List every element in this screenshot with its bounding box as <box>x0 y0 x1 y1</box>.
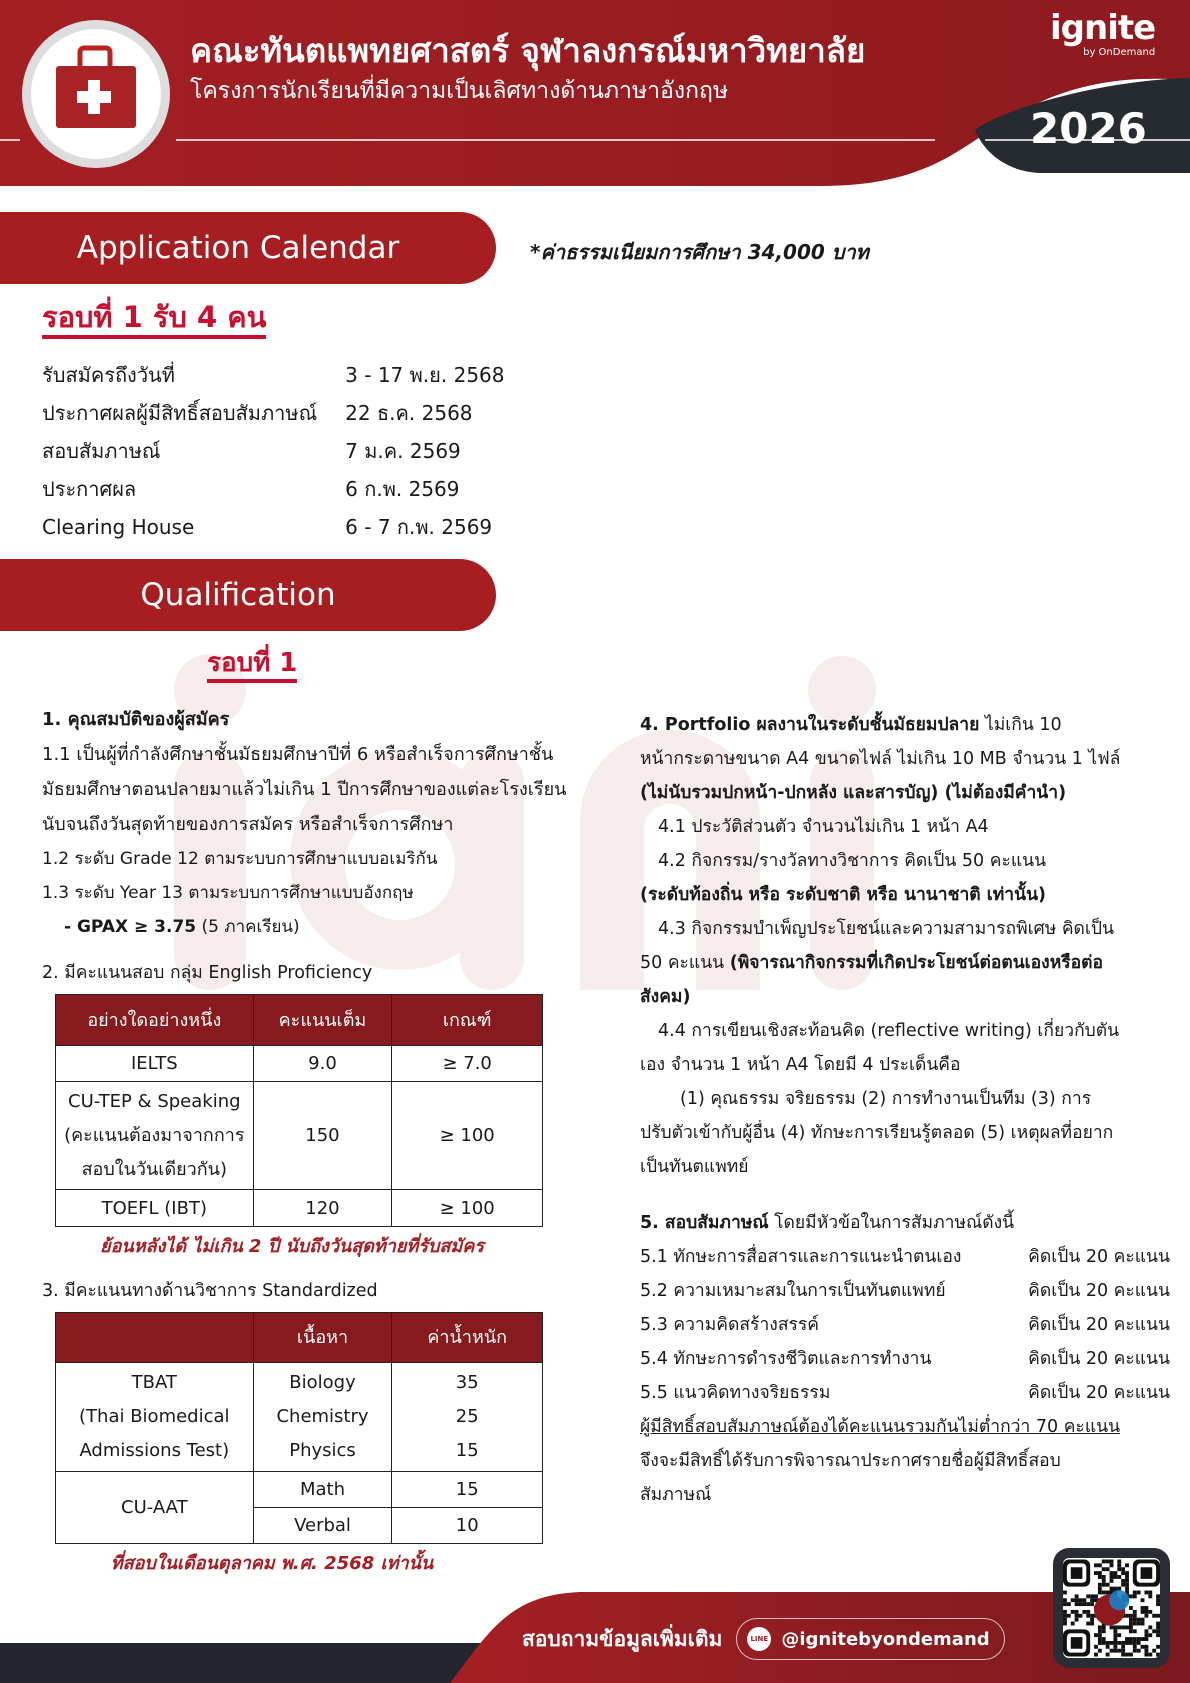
cell <box>392 1363 543 1472</box>
ignite-logo-word: ignite <box>1050 8 1156 48</box>
test-name: CU-TEP & Speaking <box>68 1090 241 1112</box>
cell: ≥ 100 <box>392 1082 543 1190</box>
subject: Biology <box>289 1372 356 1393</box>
table-row <box>56 1082 543 1190</box>
interview-topic: 5.2 ความเหมาะสมในการเป็นทันตแพทย์ <box>640 1281 946 1301</box>
section-label: Qualification <box>140 577 336 613</box>
gpax-note: (5 ภาคเรียน) <box>196 917 300 937</box>
qualification-heading <box>0 559 496 631</box>
test-name: Admissions Test) <box>79 1440 230 1461</box>
english-proficiency-table <box>55 994 543 1227</box>
s4-line: สังคม) <box>640 987 691 1007</box>
left-column <box>42 702 612 1577</box>
s4-line: 4.3 กิจกรรมบำเพ็ญประโยชน์และความสามารถพิเศษ คิดเป็น <box>658 919 1114 939</box>
gpax-line <box>42 910 612 944</box>
cell <box>56 1363 254 1472</box>
text: ไม่เกิน 10 <box>979 715 1062 735</box>
cell: 120 <box>253 1190 392 1227</box>
line-contact-link[interactable] <box>736 1618 1004 1660</box>
s4-line <box>640 708 1170 742</box>
application-calendar-heading <box>0 212 496 284</box>
cell: ≥ 7.0 <box>392 1046 543 1082</box>
calendar-list <box>42 356 505 546</box>
subject: Chemistry <box>276 1406 369 1427</box>
s5-title: 5. สอบสัมภาษณ์ <box>640 1213 769 1233</box>
text: โดยมีหัวข้อในการสัมภาษณ์ดังนี้ <box>768 1213 1015 1233</box>
s4-line: (1) คุณธรรม จริยธรรม (2) การทำงานเป็นทีม (3) การ <box>680 1089 1092 1109</box>
s4-line: 4.1 ประวัติส่วนตัว จำนวนไม่เกิน 1 หน้า A4 <box>658 817 989 837</box>
weight: 25 <box>455 1406 479 1427</box>
s4-line: (ระดับท้องถิ่น หรือ ระดับชาติ หรือ นานาชาติ เท่านั้น) <box>640 885 1047 905</box>
test-name: TBAT <box>131 1372 177 1393</box>
cell: 9.0 <box>253 1046 392 1082</box>
cell: 15 <box>392 1472 543 1508</box>
text: (พิจารณากิจกรรมที่เกิดประโยชน์ต่อตนเองหรือต่อ <box>729 953 1104 973</box>
s5-condition: ผู้มีสิทธิ์สอบสัมภาษณ์ต้องได้คะแนนรวมกันไม่ต่ำกว่า 70 คะแนน <box>640 1417 1121 1437</box>
tuition-fee-note: *ค่าธรรมเนียมการศึกษา 34,000 บาท <box>530 240 869 264</box>
header-cell <box>56 1313 254 1363</box>
standardized-note: ที่สอบในเดือนตุลาคม พ.ศ. 2568 เท่านั้น <box>110 1553 434 1574</box>
calendar-label: ประกาศผลผู้มีสิทธิ์สอบสัมภาษณ์ <box>42 401 318 425</box>
standardized-table <box>55 1312 543 1544</box>
qr-code-icon <box>1053 1548 1170 1668</box>
table-row <box>56 1190 543 1227</box>
s1-line: 1.1 เป็นผู้ที่กำลังศึกษาชั้นมัธยมศึกษาปีที่ 6 หรือสำเร็จการศึกษาชั้น <box>42 744 554 765</box>
cell: Math <box>253 1472 392 1508</box>
qualification-round-title: รอบที่ 1 <box>207 648 297 683</box>
cell: 150 <box>253 1082 392 1190</box>
calendar-date: 6 ก.พ. 2569 <box>345 477 460 501</box>
weight: 15 <box>455 1440 479 1461</box>
s1-heading: 1. คุณสมบัติของผู้สมัคร <box>42 709 230 730</box>
s4-line: ปรับตัวเข้ากับผู้อื่น (4) ทักษะการเรียนรู้ตลอด (5) เหตุผลที่อยาก <box>640 1123 1114 1143</box>
interview-score: คิดเป็น 20 คะแนน <box>1028 1349 1170 1369</box>
interview-score: คิดเป็น 20 คะแนน <box>1028 1315 1170 1335</box>
english-note: ย้อนหลังได้ ไม่เกิน 2 ปี นับถึงวันสุดท้ายที่รับสมัคร <box>100 1236 484 1257</box>
s5-condition: สัมภาษณ์ <box>640 1485 712 1505</box>
s4-line: เป็นทันตแพทย์ <box>640 1157 749 1177</box>
interview-score: คิดเป็น 20 คะแนน <box>1028 1247 1170 1267</box>
line-icon: LINE <box>747 1627 771 1651</box>
header-cell: ค่าน้ำหนัก <box>392 1313 543 1363</box>
s5-condition: จึงจะมีสิทธิ์ได้รับการพิจารณาประกาศรายชื่อผู้มีสิทธิ์สอบ <box>640 1451 1061 1471</box>
s4-heading: 4. Portfolio ผลงานในระดับชั้นมัธยมปลาย <box>640 715 980 735</box>
section-label: Application Calendar <box>76 230 400 266</box>
cell <box>56 1082 254 1190</box>
s5-heading <box>640 1206 1170 1240</box>
calendar-label: สอบสัมภาษณ์ <box>42 439 161 463</box>
s4-line <box>640 946 1170 980</box>
interview-topics <box>640 1240 1170 1410</box>
calendar-date: 7 ม.ค. 2569 <box>345 439 461 463</box>
calendar-label: ประกาศผล <box>42 477 137 501</box>
s1-line: 1.3 ระดับ Year 13 ตามระบบการศึกษาแบบอังกฤษ <box>42 883 414 903</box>
calendar-date: 3 - 17 พ.ย. 2568 <box>345 363 505 387</box>
calendar-date: 6 - 7 ก.พ. 2569 <box>345 515 493 539</box>
interview-score: คิดเป็น 20 คะแนน <box>1028 1383 1170 1403</box>
cell <box>253 1363 392 1472</box>
s2-heading: 2. มีคะแนนสอบ กลุ่ม English Proficiency <box>42 963 373 983</box>
s4-line: หน้ากระดาษขนาด A4 ขนาดไฟล์ ไม่เกิน 10 MB จำนวน 1 ไฟล์ <box>640 749 1121 769</box>
s1-line: มัธยมศึกษาตอนปลายมาแล้วไม่เกิน 1 ปีการศึกษาของแต่ละโรงเรียน <box>42 779 567 800</box>
faculty-title: คณะทันตแพทยศาสตร์ จุฬาลงกรณ์มหาวิทยาลัย <box>190 31 866 70</box>
cell: 10 <box>392 1508 543 1544</box>
footer-contact <box>522 1618 1005 1660</box>
header-cell: อย่างใดอย่างหนึ่ง <box>56 995 254 1046</box>
gpax: - GPAX ≥ 3.75 <box>64 917 197 937</box>
calendar-label: รับสมัครถึงวันที่ <box>42 363 175 387</box>
s4-line: เอง จำนวน 1 หน้า A4 โดยมี 4 ประเด็นคือ <box>640 1055 961 1075</box>
interview-topic: 5.1 ทักษะการสื่อสารและการแนะนำตนเอง <box>640 1247 962 1267</box>
test-note: สอบในวันเดียวกัน) <box>81 1158 228 1180</box>
program-subtitle: โครงการนักเรียนที่มีความเป็นเลิศทางด้านภาษาอังกฤษ <box>190 78 729 105</box>
cell: TOEFL (IBT) <box>56 1190 254 1227</box>
right-column <box>640 708 1170 1512</box>
table-row <box>56 1046 543 1082</box>
weight: 35 <box>455 1372 479 1393</box>
test-name: (Thai Biomedical <box>79 1406 230 1427</box>
cell: ≥ 100 <box>392 1190 543 1227</box>
header-cell: เนื้อหา <box>253 1313 392 1363</box>
interview-topic: 5.4 ทักษะการดำรงชีวิตและการทำงาน <box>640 1349 932 1369</box>
calendar-date: 22 ธ.ค. 2568 <box>345 401 473 425</box>
s4-line: (ไม่นับรวมปกหน้า-ปกหลัง และสารบัญ) (ไม่ต้องมีคำนำ) <box>640 783 1067 803</box>
line-id: @ignitebyondemand <box>781 1628 990 1650</box>
s1-line: นับจนถึงวันสุดท้ายของการสมัคร หรือสำเร็จการศึกษา <box>42 814 454 835</box>
cell: CU-AAT <box>56 1472 254 1544</box>
first-aid-kit-icon <box>20 18 172 170</box>
ignite-logo-sub: by OnDemand <box>1083 47 1156 59</box>
interview-topic: 5.5 แนวคิดทางจริยธรรม <box>640 1383 831 1403</box>
subject: Physics <box>289 1440 356 1461</box>
table-row <box>56 1472 543 1508</box>
s3-heading: 3. มีคะแนนทางด้านวิชาการ Standardized <box>42 1281 378 1301</box>
interview-topic: 5.3 ความคิดสร้างสรรค์ <box>640 1315 819 1335</box>
test-note: (คะแนนต้องมาจากการ <box>64 1124 245 1146</box>
table-row <box>56 1363 543 1472</box>
header-titles <box>190 30 1020 106</box>
s4-line: 4.4 การเขียนเชิงสะท้อนคิด (reflective writing) เกี่ยวกับตัน <box>658 1021 1120 1041</box>
header-cell: คะแนนเต็ม <box>253 995 392 1046</box>
interview-score: คิดเป็น 20 คะแนน <box>1028 1281 1170 1301</box>
cell: IELTS <box>56 1046 254 1082</box>
s4-line: 4.2 กิจกรรม/รางวัลทางวิชาการ คิดเป็น 50 คะแนน <box>658 851 1047 871</box>
year-label: 2026 <box>1030 104 1147 153</box>
s1-line: 1.2 ระดับ Grade 12 ตามระบบการศึกษาแบบอเมริกัน <box>42 849 438 869</box>
cell: Verbal <box>253 1508 392 1544</box>
header-cell: เกณฑ์ <box>392 995 543 1046</box>
calendar-label: Clearing House <box>42 515 195 539</box>
ignite-logo <box>1050 10 1155 59</box>
contact-label: สอบถามข้อมูลเพิ่มเติม <box>522 1626 723 1651</box>
text: 50 คะแนน <box>640 953 730 973</box>
round-1-title: รอบที่ 1 รับ 4 คน <box>42 300 266 339</box>
